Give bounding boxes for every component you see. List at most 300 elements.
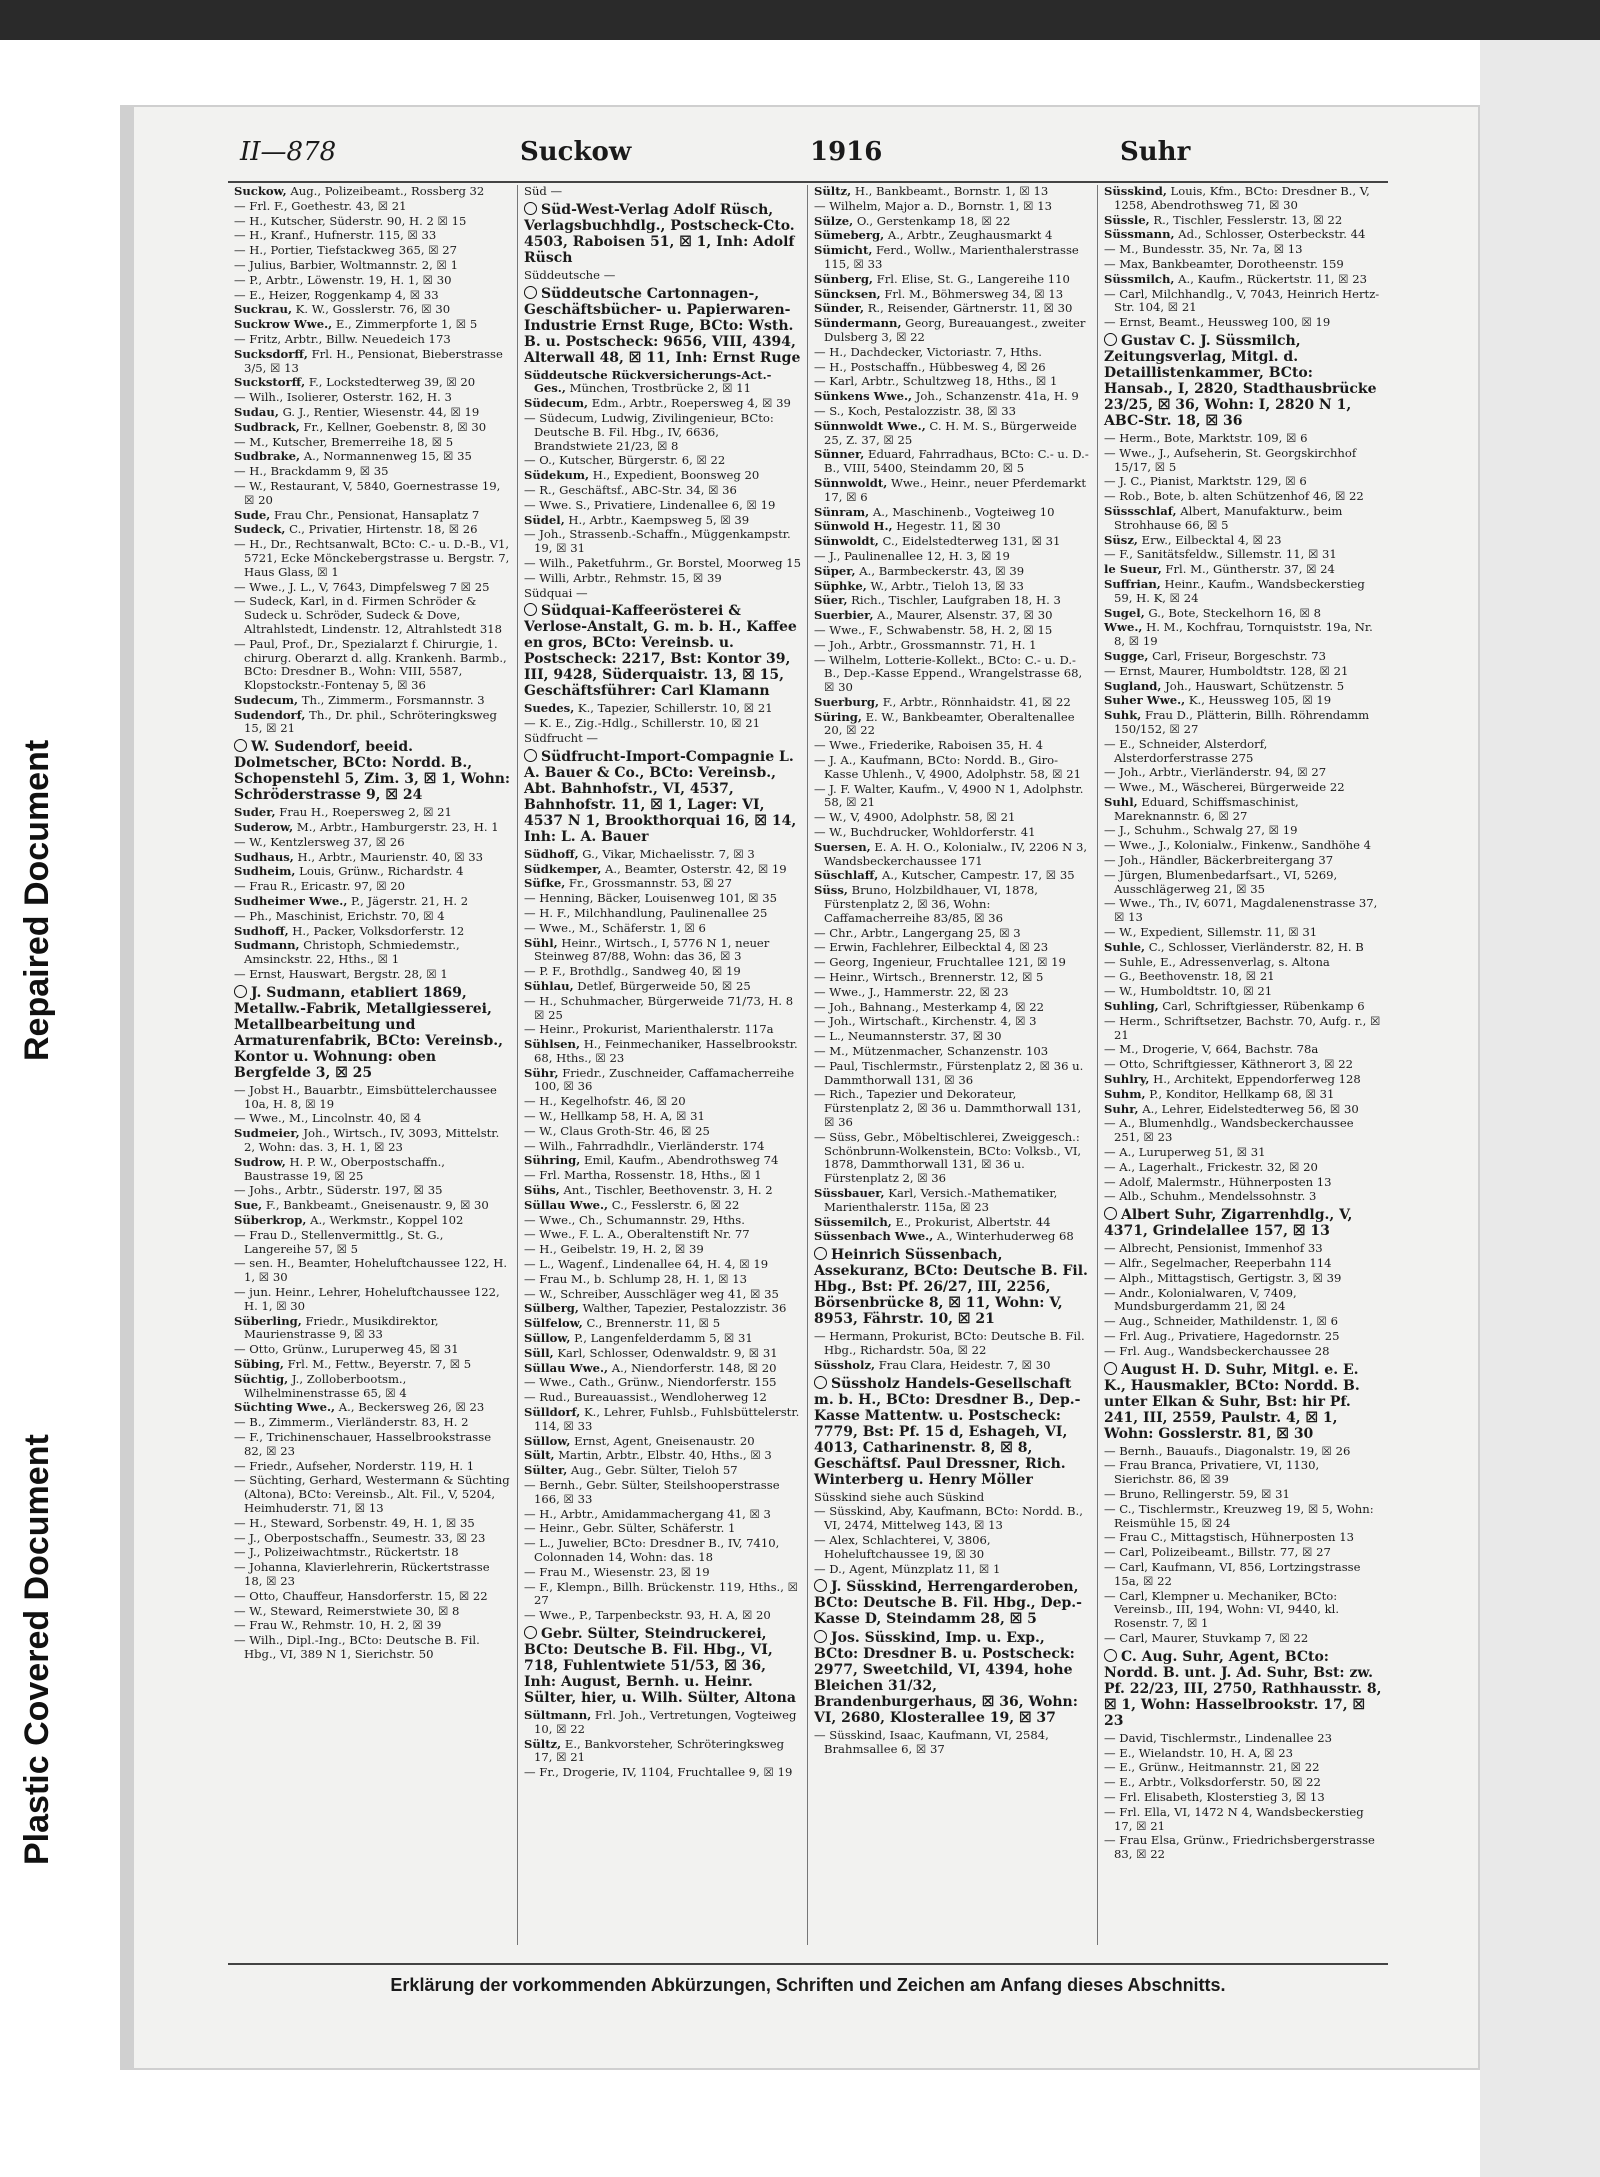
directory-entry: — Frl. Elisabeth, Klosterstieg 3, ☒ 13	[1104, 1789, 1325, 1804]
circle-marker-icon	[234, 985, 247, 998]
directory-entry: — E., Wielandstr. 10, H. A, ☒ 23	[1104, 1745, 1294, 1760]
directory-entry: — Julius, Barbier, Woltmannstr. 2, ☒ 1	[234, 257, 458, 272]
advertised-entry	[814, 1247, 1091, 1327]
directory-entry: — R., Geschäftsf., ABC-Str. 34, ☒ 36	[524, 482, 737, 497]
entry-surname: Suderow,	[234, 820, 294, 835]
directory-entry: Süssschlaf, Albert, Manufakturw., beim Strohhause 66, ☒ 5	[1104, 503, 1343, 532]
entry-surname: Sudau,	[234, 404, 279, 419]
directory-entry: Sült, Martin, Arbtr., Elbstr. 40, Hths., ☒ 3	[524, 1448, 772, 1463]
directory-entry: — Bernh., Gebr. Sülter, Steilshooperstrasse 166, ☒ 33	[524, 1478, 780, 1506]
directory-entry: Süchtig, J., Zolloberbootsm., Wilhelminenstrasse 65, ☒ 4	[234, 1371, 407, 1400]
directory-entry: — Fr., Drogerie, IV, 1104, Fruchtallee 9, ☒ 19	[524, 1765, 793, 1780]
entry-surname: Suerburg,	[814, 694, 880, 709]
directory-entry: Süncksen, Frl. M., Böhmersweg 34, ☒ 13	[814, 286, 1064, 301]
side-labels	[18, 600, 78, 2020]
directory-entry: — P. F., Brothdlg., Sandweg 40, ☒ 19	[524, 964, 741, 979]
directory-entry: Sülberg, Walther, Tapezier, Pestalozzistr. 36	[524, 1301, 787, 1316]
directory-entry: Suhl, Eduard, Schiffsmaschinist, Mareknannstr. 6, ☒ 27	[1104, 794, 1299, 823]
entry-surname: Süssholz,	[814, 1357, 876, 1372]
directory-entry: — Wwe. S., Privatiere, Lindenallee 6, ☒ 19	[524, 497, 776, 512]
advertised-entry-text: Heinrich Süssenbach, Assekuranz, BCto: Deutsche B. Fil. Hbg., Bst: Pf. 26/27, III, 2256, Börsenbrücke 8, ☒ 11, Wohn: V, 8953, Fährstr. 10, ☒ 21	[814, 1247, 1088, 1328]
entry-surname: Sühl,	[524, 935, 558, 950]
column-3	[808, 185, 1098, 1945]
entry-surname: Sünner,	[814, 447, 865, 462]
directory-entry: Südel, H., Arbtr., Kaempsweg 5, ☒ 39	[524, 512, 750, 527]
entry-surname: Sudheim,	[234, 864, 296, 879]
entry-surname: Süncksen,	[814, 286, 881, 301]
directory-entry: — Südecum, Ludwig, Zivilingenieur, BCto: Deutsche B. Fil. Hbg., IV, 6636, Brandstwiete 21/23, ☒ 8	[524, 410, 774, 453]
advertised-entry	[1104, 333, 1382, 429]
directory-entry: — E., Schneider, Alsterdorf, Alsterdorferstrasse 275	[1104, 736, 1268, 765]
entry-surname: Suckstorff,	[234, 375, 306, 390]
directory-entry: Süer, Rich., Tischler, Laufgraben 18, H. 3	[814, 593, 1061, 608]
directory-entry: Suersen, E. A. H. O., Kolonialw., IV, 2206 N 3, Wandsbeckerchaussee 171	[814, 839, 1088, 868]
directory-entry: Wwe., H. M., Kochfrau, Tornquiststr. 19a, Nr. 8, ☒ 19	[1104, 620, 1373, 649]
entry-surname: Sültmann,	[524, 1707, 592, 1722]
directory-entry: Süssenbach Wwe., A., Winterhuderweg 68	[814, 1229, 1074, 1244]
directory-entry: Süddeutsche —	[524, 267, 616, 282]
advertised-entry-text: J. Süsskind, Herrengarderoben, BCto: Deutsche B. Fil. Hbg., Dep.-Kasse D, Steindamm 28, ☒ 5	[814, 1579, 1082, 1628]
directory-entry: — Karl, Arbtr., Schultzweg 18, Hths., ☒ 1	[814, 374, 1058, 389]
directory-entry: Sudhoff, H., Packer, Volksdorferstr. 12	[234, 923, 465, 938]
directory-entry: — W., Buchdrucker, Wohldorferstr. 41	[814, 825, 1036, 840]
entry-surname: Süring,	[814, 709, 862, 724]
entry-surname: Sucksdorff,	[234, 346, 308, 361]
directory-entry: Sültmann, Frl. Joh., Vertretungen, Vogteiweg 10, ☒ 22	[524, 1707, 797, 1736]
directory-entry: — Wwe., Th., IV, 6071, Magdalenenstrasse 37, ☒ 13	[1104, 896, 1378, 925]
entry-surname: Südkemper,	[524, 861, 602, 876]
entry-surname: Sudecum,	[234, 692, 299, 707]
entry-surname: Sünnwoldt Wwe.,	[814, 418, 926, 433]
directory-entry: — J., Schuhm., Schwalg 27, ☒ 19	[1104, 823, 1298, 838]
directory-entry: — H., Portier, Tiefstackweg 365, ☒ 27	[234, 243, 458, 258]
entry-surname: Süer,	[814, 593, 848, 608]
directory-entry: Sühlau, Detlef, Bürgerweide 50, ☒ 25	[524, 978, 751, 993]
directory-entry: — Süsskind, Aby, Kaufmann, BCto: Nordd. B., VI, 2474, Mittelweg 143, ☒ 13	[814, 1504, 1083, 1533]
advertised-entry	[524, 286, 801, 366]
directory-entry: — Frau Elsa, Grünw., Friedrichsbergerstrasse 83, ☒ 22	[1104, 1833, 1375, 1862]
directory-entry: Sünner, Eduard, Fahrradhaus, BCto: C.- u. D.-B., VIII, 5400, Steindamm 20, ☒ 5	[814, 447, 1089, 476]
entry-surname: Sudheimer Wwe.,	[234, 894, 348, 909]
directory-entry: — Herm., Bote, Marktstr. 109, ☒ 6	[1104, 430, 1308, 445]
directory-entry: Sünwoldt, C., Eidelstedterweg 131, ☒ 31	[814, 534, 1061, 549]
directory-entry: — H., Dr., Rechtsanwalt, BCto: C.- u. D.-B., V1, 5721, Ecke Mönckebergstrasse u. Bergstr. 7, Haus Glass, ☒ 1	[234, 537, 510, 579]
directory-entry: Suhling, Carl, Schriftgiesser, Rübenkamp 6	[1104, 999, 1365, 1014]
directory-entry: Südfrucht —	[524, 730, 599, 745]
directory-entry: — M., Mützenmacher, Schanzenstr. 103	[814, 1044, 1049, 1059]
directory-entry: — C., Tischlermstr., Kreuzweg 19, ☒ 5, Wohn: Reismühle 15, ☒ 24	[1104, 1501, 1374, 1530]
directory-entry: Suffrian, Heinr., Kaufm., Wandsbeckerstieg 59, H. K, ☒ 24	[1104, 576, 1365, 605]
circle-marker-icon	[524, 749, 537, 762]
directory-entry: — Wilhelm, Lotterie-Kollekt., BCto: C.- u. D.-B., Dep.-Kasse Eppend., Wrangelstrasse 68, ☒ 30	[814, 652, 1083, 695]
directory-entry: Suckow, Aug., Polizeibeamt., Rossberg 32	[234, 185, 485, 198]
directory-entry: — Wwe., J., Kolonialw., Finkenw., Sandhöhe 4	[1104, 838, 1372, 853]
entry-surname: Suhling,	[1104, 999, 1159, 1014]
entry-surname: Sugland,	[1104, 678, 1162, 693]
entry-surname: Sugel,	[1104, 605, 1145, 620]
directory-entry: — Frau W., Rehmstr. 10, H. 2, ☒ 39	[234, 1618, 442, 1633]
directory-entry: — H., Geibelstr. 19, H. 2, ☒ 39	[524, 1242, 704, 1257]
advertised-entry	[234, 739, 511, 803]
directory-entry: — W., Kentzlersweg 37, ☒ 26	[234, 834, 405, 849]
directory-entry: — Aug., Schneider, Mathildenstr. 1, ☒ 6	[1104, 1314, 1338, 1329]
entry-surname: Suersen,	[814, 839, 871, 854]
directory-entry: Sucksdorff, Frl. H., Pensionat, Bieberstrasse 3/5, ☒ 13	[234, 346, 503, 375]
directory-entry: Süsz, Erw., Eilbecktal 4, ☒ 23	[1104, 532, 1282, 547]
directory-entry: — Ph., Maschinist, Erichstr. 70, ☒ 4	[234, 908, 445, 923]
directory-entry: — Albrecht, Pensionist, Immenhof 33	[1104, 1241, 1323, 1256]
directory-entry: Sülldorf, K., Lehrer, Fuhlsb., Fuhlsbüttelerstr. 114, ☒ 33	[524, 1405, 800, 1433]
footer-rule	[228, 1963, 1388, 1965]
directory-entry: — J. F. Walter, Kaufm., V, 4900 N 1, Adolphstr. 58, ☒ 21	[814, 781, 1084, 810]
directory-entry: Süssmann, Ad., Schlosser, Osterbeckstr. 44	[1104, 227, 1366, 242]
directory-entry: — sen. H., Beamter, Hoheluftchaussee 122, H. 1, ☒ 30	[234, 1256, 508, 1285]
entry-surname: Suckrow Wwe.,	[234, 317, 333, 332]
advertised-entry	[234, 985, 511, 1081]
advertised-entry-text: J. Sudmann, etabliert 1869, Metallw.-Fabrik, Metallgiesserei, Metallbearbeitung und Armaturenfabrik, BCto: Vereinsb., Kontor u. Wohnung: oben Bergfelde 3, ☒ 25	[234, 984, 504, 1081]
advertised-entry-text: Albert Suhr, Zigarrenhdlg., V, 4371, Grindelallee 157, ☒ 13	[1104, 1207, 1353, 1240]
directory-entry: — Friedr., Aufseher, Norderstr. 119, H. 1	[234, 1458, 475, 1473]
directory-entry: — H., Kutscher, Süderstr. 90, H. 2 ☒ 15	[234, 213, 467, 228]
entry-surname: Süllow,	[524, 1433, 571, 1448]
circle-marker-icon	[814, 1630, 827, 1643]
directory-entry: — A., Blumenhdlg., Wandsbeckerchaussee 251, ☒ 23	[1104, 1116, 1354, 1145]
directory-entry: — Georg, Ingenieur, Fruchtallee 121, ☒ 19	[814, 955, 1066, 970]
entry-surname: Sümeberg,	[814, 228, 885, 243]
entry-surname: Sümicht,	[814, 243, 873, 258]
entry-surname: Südekum,	[524, 468, 590, 483]
directory-entry: Sümicht, Ferd., Wollw., Marienthalerstrasse 115, ☒ 33	[814, 243, 1079, 271]
directory-entry: Sümeberg, A., Arbtr., Zeughausmarkt 4	[814, 228, 1053, 243]
entry-surname: Süchting Wwe.,	[234, 1400, 336, 1415]
entry-surname: Sünram,	[814, 504, 870, 519]
directory-entry: — J. C., Pianist, Marktstr. 129, ☒ 6	[1104, 474, 1307, 489]
directory-entry: Süllow, Ernst, Agent, Gneisenaustr. 20	[524, 1433, 755, 1448]
directory-entry: — Joh., Bahnang., Mesterkamp 4, ☒ 22	[814, 999, 1045, 1014]
header-rule	[228, 181, 1388, 183]
entry-surname: Suhle,	[1104, 939, 1146, 954]
advertised-entry-text: C. Aug. Suhr, Agent, BCto: Nordd. B. unt. J. Ad. Suhr, Bst: zw. Pf. 22/23, III, 2750, Rathhausstr. 8, ☒ 1, Wohn: Hasselbrookstr. 17, ☒ 23	[1104, 1648, 1382, 1729]
directory-entry: — Joh., Arbtr., Vierländerstr. 94, ☒ 27	[1104, 765, 1327, 780]
entry-surname: Sünkens Wwe.,	[814, 389, 913, 404]
directory-entry: Süssbauer, Karl, Versich.-Mathematiker, Marienthalerstr. 115a, ☒ 23	[814, 1185, 1058, 1214]
directory-entry: — M., Kutscher, Bremerreihe 18, ☒ 5	[234, 434, 454, 449]
directory-entry: — Chr., Arbtr., Langergang 25, ☒ 3	[814, 925, 1021, 940]
directory-entry: — Joh., Arbtr., Grossmannstr. 71, H. 1	[814, 637, 1037, 652]
advertised-entry-text: Gebr. Sülter, Steindruckerei, BCto: Deutsche B. Fil. Hbg., VI, 718, Fuhlentwiete 51/53, ☒ 36, Inh: August, Bernh. u. Heinr. Sülter, hier, u. Wilh. Sülter, Altona	[524, 1625, 796, 1706]
directory-entry: Sue, F., Bankbeamt., Gneisenaustr. 9, ☒ 30	[234, 1198, 489, 1213]
directory-entry: Suhlry, H., Architekt, Eppendorferweg 128	[1104, 1072, 1361, 1087]
directory-entry: — H., Kranf., Hufnerstr. 115, ☒ 33	[234, 228, 437, 243]
directory-entry: — H., Arbtr., Amidammachergang 41, ☒ 3	[524, 1506, 771, 1521]
directory-entry: — Alfr., Segelmacher, Reeperbahn 114	[1104, 1256, 1332, 1270]
directory-entry: — Henning, Bäcker, Louisenweg 101, ☒ 35	[524, 891, 777, 906]
advertised-entry-text: Süssholz Handels-Gesellschaft m. b. H., BCto: Dresdner B., Dep.-Kasse Mattentw. u. Postscheck: 7779, Bst: Pf. 15 d, Eshageh, VI, 4013, Catharinenstr. 8, ☒ 8, Geschäftsf. Paul Dressner, Rich. Winterberg u. Henry Möller	[814, 1375, 1081, 1488]
directory-entry: — Paul, Prof., Dr., Spezialarzt f. Chirurgie, 1. chirurg. Oberarzt d. allg. Krankenh. Barmb., BCto: Dresdner B., Wohn: VIII, 5587, Klopstockstr.-Fontenay 5, ☒ 36	[234, 636, 507, 693]
directory-entry: — K. E., Zig.-Hdlg., Schillerstr. 10, ☒ 21	[524, 716, 760, 731]
directory-entry: — H. F., Milchhandlung, Paulinenallee 25	[524, 905, 768, 920]
scanner-right-edge	[1480, 40, 1600, 2177]
directory-entry: — Carl, Maurer, Stuvkamp 7, ☒ 22	[1104, 1630, 1309, 1645]
directory-entry: Süsskind siehe auch Süskind	[814, 1489, 985, 1504]
directory-entry: — O., Kutscher, Bürgerstr. 6, ☒ 22	[524, 453, 726, 468]
directory-entry: — Joh., Wirtschaft., Kirchenstr. 4, ☒ 3	[814, 1014, 1037, 1029]
entry-surname: Sühring,	[524, 1153, 581, 1168]
directory-entry: — F., Sanitätsfeldw., Sillemstr. 11, ☒ 31	[1104, 547, 1337, 562]
advertised-entry-text: Gustav C. J. Süssmilch, Zeitungsverlag, Mitgl. d. Detaillistenkammer, BCto: Hansab., I, 2820, Stadthausbrücke 23/25, ☒ 36, Wohn: I, 2820 N 1, ABC-Str. 18, ☒ 36	[1104, 332, 1377, 429]
directory-entry: — Wwe., F. L. A., Oberaltenstift Nr. 77	[524, 1227, 750, 1242]
directory-page	[120, 105, 1480, 2070]
directory-entry: Suckrau, K. W., Gosslerstr. 76, ☒ 30	[234, 302, 451, 317]
entry-surname: Süssemilch,	[814, 1214, 892, 1229]
directory-entry: Sündermann, Georg, Bureauangest., zweiter Dulsberg 3, ☒ 22	[814, 316, 1086, 344]
entry-surname: Sudhoff,	[234, 923, 289, 938]
directory-entry: — David, Tischlermstr., Lindenallee 23	[1104, 1730, 1333, 1745]
page-binding-edge	[120, 105, 134, 2070]
entry-surname: Sudendorf,	[234, 707, 306, 722]
entry-surname: Süberling,	[234, 1313, 302, 1328]
directory-entry: — Heinr., Prokurist, Marienthalerstr. 117a	[524, 1022, 774, 1037]
entry-surname: Sültz,	[814, 185, 852, 198]
entry-surname: Suffrian,	[1104, 576, 1161, 591]
directory-entry: — Johs., Arbtr., Süderstr. 197, ☒ 35	[234, 1183, 443, 1198]
circle-marker-icon	[524, 202, 537, 215]
directory-entry: — Frl. Ella, VI, 1472 N 4, Wandsbeckerstieg 17, ☒ 21	[1104, 1804, 1364, 1833]
plastic-covered-document-label: Plastic Covered Document	[18, 1434, 56, 1866]
entry-surname: Süllau Wwe.,	[524, 1197, 609, 1212]
directory-entry: Südkemper, A., Beamter, Osterstr. 42, ☒ 19	[524, 861, 787, 876]
directory-entry: Sudrow, H. P. W., Oberpostschaffn., Baustrasse 19, ☒ 25	[234, 1154, 445, 1183]
directory-entry: Suckrow Wwe., E., Zimmerpforte 1, ☒ 5	[234, 317, 478, 332]
directory-entry: Suder, Frau H., Roepersweg 2, ☒ 21	[234, 805, 452, 820]
directory-entry: Sudmann, Christoph, Schmiedemstr., Amsinckstr. 22, Hths., ☒ 1	[234, 938, 460, 967]
entry-surname: Sültz,	[524, 1736, 562, 1751]
directory-entry: — H., Steward, Sorbenstr. 49, H. 1, ☒ 35	[234, 1515, 475, 1530]
entry-surname: Sülze,	[814, 213, 854, 228]
directory-entry: — L., Wagenf., Lindenallee 64, H. 4, ☒ 19	[524, 1257, 769, 1272]
directory-entry: Sübing, Frl. M., Fettw., Beyerstr. 7, ☒ 5	[234, 1356, 472, 1371]
directory-entry: — Carl, Kaufmann, VI, 856, Lortzingstrasse 15a, ☒ 22	[1104, 1559, 1361, 1588]
advertised-entry	[1104, 1207, 1382, 1239]
directory-entry: Süss, Bruno, Holzbildhauer, VI, 1878, Fürstenplatz 2, ☒ 36, Wohn: Caffamacherreihe 83/85, ☒ 36	[814, 883, 1038, 925]
directory-entry: — Bruno, Rellingerstr. 59, ☒ 31	[1104, 1486, 1290, 1501]
directory-entry: — Otto, Schriftgiesser, Käthnerort 3, ☒ 22	[1104, 1057, 1353, 1072]
directory-entry: — Frau M., b. Schlump 28, H. 1, ☒ 13	[524, 1271, 748, 1286]
directory-entry: — Ernst, Hauswart, Bergstr. 28, ☒ 1	[234, 967, 448, 982]
entry-surname: Suckrau,	[234, 302, 292, 317]
directory-entry: Süfke, Fr., Grossmannstr. 53, ☒ 27	[524, 876, 733, 891]
first-entry-word: Suckow	[520, 137, 632, 167]
column-1	[228, 185, 518, 1945]
directory-entry: Suhr, A., Lehrer, Eidelstedterweg 56, ☒ 30	[1104, 1101, 1359, 1116]
entry-surname: Sugge,	[1104, 648, 1149, 663]
entry-surname: Suedes,	[524, 701, 575, 716]
directory-entry: Sünwold H., Hegestr. 11, ☒ 30	[814, 519, 1001, 534]
entry-surname: Süsz,	[1104, 532, 1138, 547]
directory-entry: — Frl. Martha, Rossenstr. 18, Hths., ☒ 1	[524, 1168, 762, 1183]
directory-columns	[228, 185, 1388, 1945]
entry-surname: Suhl,	[1104, 794, 1138, 809]
directory-entry: Suhk, Frau D., Plätterin, Billh. Röhrendamm 150/152, ☒ 27	[1104, 708, 1370, 736]
directory-entry: — Süchting, Gerhard, Westermann & Süchting (Altona), BCto: Vereinsb., Alt. Fil., V, 5204, Heimhuderstr. 71, ☒ 13	[234, 1473, 510, 1515]
directory-entry: — D., Agent, Münzplatz 11, ☒ 1	[814, 1561, 1001, 1576]
directory-entry: — Sudeck, Karl, in d. Firmen Schröder & Sudeck u. Schröder, Sudeck & Dove, Altrahlstedt, Lindenstr. 12, Altrahlstedt 318	[234, 594, 503, 636]
directory-entry: — Wilh., Dipl.-Ing., BCto: Deutsche B. Fil. Hbg., VI, 389 N 1, Sierichstr. 50	[234, 1633, 480, 1661]
directory-entry: Sünder, R., Reisender, Gärtnerstr. 11, ☒ 30	[814, 301, 1073, 316]
advertised-entry-text: Süd-West-Verlag Adolf Rüsch, Verlagsbuchhdlg., Postscheck-Cto. 4503, Raboisen 51, ☒ 1, Inh: Adolf Rüsch	[524, 201, 795, 266]
entry-surname: Süll,	[524, 1345, 554, 1360]
directory-entry: — L., Juwelier, BCto: Dresdner B., IV, 7410, Colonnaden 14, Wohn: das. 18	[524, 1536, 780, 1564]
directory-entry: — Wwe., M., Lincolnstr. 40, ☒ 4	[234, 1111, 422, 1126]
directory-entry: Sünnwoldt, Wwe., Heinr., neuer Pferdemarkt 17, ☒ 6	[814, 475, 1086, 504]
directory-entry: — Herm., Schriftsetzer, Bachstr. 70, Aufg. r., ☒ 21	[1104, 1013, 1381, 1042]
directory-entry: le Sueur, Frl. M., Güntherstr. 37, ☒ 24	[1104, 562, 1335, 577]
directory-entry: Sülfelow, C., Brennerstr. 11, ☒ 5	[524, 1316, 721, 1331]
circle-marker-icon	[524, 286, 537, 299]
advertised-entry-text: Jos. Süsskind, Imp. u. Exp., BCto: Dresdner B. u. Postscheck: 2977, Sweetchild, VI, 4394, hohe Bleichen 31/32, Brandenburgerhaus, ☒ 36, Wohn: VI, 2680, Klosterallee 19, ☒ 37	[814, 1630, 1078, 1727]
directory-entry: Sudheim, Louis, Grünw., Richardstr. 4	[234, 864, 464, 879]
entry-surname: Süfke,	[524, 876, 566, 891]
directory-entry: Süssmilch, A., Kaufm., Rückertstr. 11, ☒ 23	[1104, 271, 1367, 286]
directory-entry: — H., Schuhmacher, Bürgerweide 71/73, H. 8 ☒ 25	[524, 993, 794, 1022]
directory-entry: — Wilh., Paketfuhrm., Gr. Borstel, Moorweg 15	[524, 555, 801, 570]
directory-entry: Suerbier, A., Maurer, Alsenstr. 37, ☒ 30	[814, 608, 1053, 623]
directory-entry: — L., Neumannsterstr. 37, ☒ 30	[814, 1029, 1002, 1044]
entry-surname: Sudbrack,	[234, 419, 300, 434]
directory-entry: — B., Zimmerm., Vierländerstr. 83, H. 2	[234, 1415, 469, 1430]
directory-entry: — Carl, Milchhandlg., V, 7043, Heinrich Hertz-Str. 104, ☒ 21	[1104, 286, 1380, 315]
entry-surname: Suckow,	[234, 185, 287, 198]
directory-entry: — Wilhelm, Major a. D., Bornstr. 1, ☒ 13	[814, 198, 1052, 213]
entry-surname: Sühlau,	[524, 978, 574, 993]
directory-entry: — Erwin, Fachlehrer, Eilbecktal 4, ☒ 23	[814, 940, 1049, 955]
directory-entry: — E., Grünw., Heitmannstr. 21, ☒ 22	[1104, 1760, 1320, 1775]
directory-entry: Süberkrop, A., Werkmstr., Koppel 102	[234, 1213, 464, 1228]
directory-entry: — Paul, Tischlermstr., Fürstenplatz 2, ☒ 36 u. Dammthorwall 131, ☒ 36	[814, 1058, 1084, 1087]
directory-entry: Sudendorf, Th., Dr. phil., Schröteringksweg 15, ☒ 21	[234, 707, 497, 736]
directory-entry: — Süss, Gebr., Möbeltischlerei, Zweiggesch.: Schönbrunn-Wolkenstein, BCto: Volksb., VI, 1878, Dammthorwall 131, ☒ 36 u. Fürstenplatz 2, ☒ 36	[814, 1129, 1082, 1186]
directory-entry: — Heinr., Wirtsch., Brennerstr. 12, ☒ 5	[814, 970, 1044, 985]
advertised-entry	[524, 1626, 801, 1706]
entry-surname: Sült,	[524, 1448, 555, 1463]
running-head	[240, 137, 1360, 177]
directory-entry: — H., Brackdamm 9, ☒ 35	[234, 464, 389, 479]
directory-entry: — Adolf, Malermstr., Hühnerposten 13	[1104, 1174, 1332, 1189]
directory-entry: Suerburg, F., Arbtr., Rönnhaidstr. 41, ☒ 22	[814, 694, 1071, 709]
directory-entry: — Willi, Arbtr., Rehmstr. 15, ☒ 39	[524, 570, 722, 585]
directory-entry: — Süsskind, Isaac, Kaufmann, VI, 2584, Brahmsallee 6, ☒ 37	[814, 1728, 1049, 1757]
directory-entry: — Rob., Bote, b. alten Schützenhof 46, ☒ 22	[1104, 489, 1364, 504]
directory-entry: — E., Arbtr., Volksdorferstr. 50, ☒ 22	[1104, 1775, 1321, 1790]
circle-marker-icon	[1104, 1649, 1117, 1662]
directory-entry: Sülze, O., Gerstenkamp 18, ☒ 22	[814, 213, 1011, 228]
entry-surname: Sünwoldt,	[814, 534, 879, 549]
directory-entry: — Wilh., Fahrradhdlr., Vierländerstr. 174	[524, 1138, 765, 1153]
directory-entry: Süchting Wwe., A., Beckersweg 26, ☒ 23	[234, 1400, 485, 1415]
directory-entry: — Frl. Aug., Privatiere, Hagedornstr. 25	[1104, 1328, 1340, 1343]
directory-entry: Suhm, P., Konditor, Hellkamp 68, ☒ 31	[1104, 1086, 1335, 1101]
circle-marker-icon	[1104, 333, 1117, 346]
directory-entry: — Joh., Händler, Bäckerbreitergang 37	[1104, 853, 1334, 868]
directory-entry: — H., Kegelhofstr. 46, ☒ 20	[524, 1094, 686, 1109]
directory-entry: — E., Heizer, Roggenkamp 4, ☒ 33	[234, 287, 439, 302]
entry-surname: Süllau Wwe.,	[524, 1360, 609, 1375]
entry-surname: Sudmann,	[234, 938, 300, 953]
directory-entry: — Wwe., Ch., Schumannstr. 29, Hths.	[524, 1212, 745, 1227]
directory-entry: Sünkens Wwe., Joh., Schanzenstr. 41a, H. 9	[814, 389, 1079, 404]
directory-entry: — Heinr., Gebr. Sülter, Schäferstr. 1	[524, 1521, 736, 1536]
directory-entry: — P., Arbtr., Löwenstr. 19, H. 1, ☒ 30	[234, 272, 452, 287]
directory-entry: Süllow, P., Langenfelderdamm 5, ☒ 31	[524, 1331, 753, 1346]
directory-entry: Süllau Wwe., A., Niendorferstr. 148, ☒ 20	[524, 1360, 777, 1375]
directory-entry: — Wwe., M., Schäferstr. 1, ☒ 6	[524, 920, 706, 935]
page-number: II—878	[240, 137, 337, 167]
entry-surname: Sündermann,	[814, 316, 902, 331]
directory-entry: — Wwe., Cath., Grünw., Niendorferstr. 155	[524, 1375, 777, 1390]
directory-entry: — H., Dachdecker, Victoriastr. 7, Hths.	[814, 344, 1042, 359]
directory-entry: — Wwe., F., Schwabenstr. 58, H. 2, ☒ 15	[814, 622, 1053, 637]
circle-marker-icon	[814, 1579, 827, 1592]
advertised-entry	[524, 603, 801, 699]
directory-entry: Sühl, Heinr., Wirtsch., I, 5776 N 1, neuer Steinweg 87/88, Wohn: das 36, ☒ 3	[524, 935, 770, 964]
directory-entry: — Carl, Polizeibeamt., Billstr. 77, ☒ 27	[1104, 1545, 1331, 1560]
directory-year: 1916	[810, 137, 883, 167]
entry-surname: Süss,	[814, 883, 848, 898]
directory-entry: — Wwe., J., Aufseherin, St. Georgskirchhof 15/17, ☒ 5	[1104, 445, 1357, 474]
entry-surname: Suder,	[234, 805, 276, 820]
directory-entry: — Frl. Aug., Wandsbeckerchaussee 28	[1104, 1343, 1330, 1358]
entry-surname: Sudeck,	[234, 522, 286, 537]
directory-entry: — W., Hellkamp 58, H. A, ☒ 31	[524, 1109, 705, 1124]
directory-entry: — Wilh., Isolierer, Osterstr. 162, H. 3	[234, 390, 452, 405]
directory-entry: Sudeck, C., Privatier, Hirtenstr. 18, ☒ 26	[234, 522, 478, 537]
advertised-entry-text: W. Sudendorf, beeid. Dolmetscher, BCto: Nordd. B., Schopenstehl 5, Zim. 3, ☒ 1, Wohn: Schröderstrasse 9, ☒ 24	[234, 739, 511, 804]
directory-entry: Süphke, W., Arbtr., Tieloh 13, ☒ 33	[814, 578, 1024, 593]
scanner-top-edge	[0, 0, 1600, 40]
entry-surname: le Sueur,	[1104, 562, 1162, 577]
directory-entry: — J., Polizeiwachtmstr., Rückertstr. 18	[234, 1545, 459, 1560]
directory-entry: Süssle, R., Tischler, Fesslerstr. 13, ☒ 22	[1104, 212, 1343, 227]
directory-entry: Sudau, G. J., Rentier, Wiesenstr. 44, ☒ 19	[234, 404, 480, 419]
directory-entry: Süssholz, Frau Clara, Heidestr. 7, ☒ 30	[814, 1357, 1051, 1372]
directory-entry: — Hermann, Prokurist, BCto: Deutsche B. Fil. Hbg., Richardstr. 50a, ☒ 22	[814, 1329, 1085, 1357]
directory-entry: — Wwe., M., Wäscherei, Bürgerweide 22	[1104, 780, 1345, 795]
entry-surname: Süssmilch,	[1104, 271, 1175, 286]
entry-surname: Sudhaus,	[234, 849, 294, 864]
directory-entry: Südekum, H., Expedient, Boonsweg 20	[524, 468, 760, 483]
last-entry-word: Suhr	[1120, 137, 1191, 167]
circle-marker-icon	[814, 1247, 827, 1260]
directory-entry: — Otto, Chauffeur, Hansdorferstr. 15, ☒ 22	[234, 1588, 488, 1603]
directory-entry: — Bernh., Bauaufs., Diagonalstr. 19, ☒ 26	[1104, 1443, 1351, 1458]
directory-entry: — Wwe., P., Tarpenbeckstr. 93, H. A, ☒ 20	[524, 1608, 771, 1623]
directory-entry: Südecum, Edm., Arbtr., Roepersweg 4, ☒ 39	[524, 396, 791, 411]
entry-surname: Südel,	[524, 512, 565, 527]
entry-surname: Sühlsen,	[524, 1037, 581, 1052]
entry-surname: Suhr,	[1104, 1101, 1139, 1116]
directory-entry: — W., Restaurant, V, 5840, Goernestrasse 19, ☒ 20	[234, 478, 501, 507]
directory-entry: — Ernst, Beamt., Heussweg 100, ☒ 19	[1104, 315, 1331, 330]
directory-entry: — W., Schreiber, Ausschläger weg 41, ☒ 35	[524, 1286, 779, 1301]
entry-surname: Süssle,	[1104, 212, 1150, 227]
directory-entry: — J. A., Kaufmann, BCto: Nordd. B., Giro-Kasse Uhlenh., V, 4900, Adolphstr. 58, ☒ 21	[814, 753, 1081, 781]
repaired-document-label: Repaired Document	[18, 739, 56, 1061]
directory-entry: — F., Klempn., Billh. Brückenstr. 119, Hths., ☒ 27	[524, 1579, 798, 1608]
entry-surname: Sudmeier,	[234, 1126, 300, 1141]
entry-surname: Süper,	[814, 563, 856, 578]
directory-entry: Sude, Frau Chr., Pensionat, Hansaplatz 7	[234, 507, 480, 522]
advertised-entry	[1104, 1362, 1382, 1442]
